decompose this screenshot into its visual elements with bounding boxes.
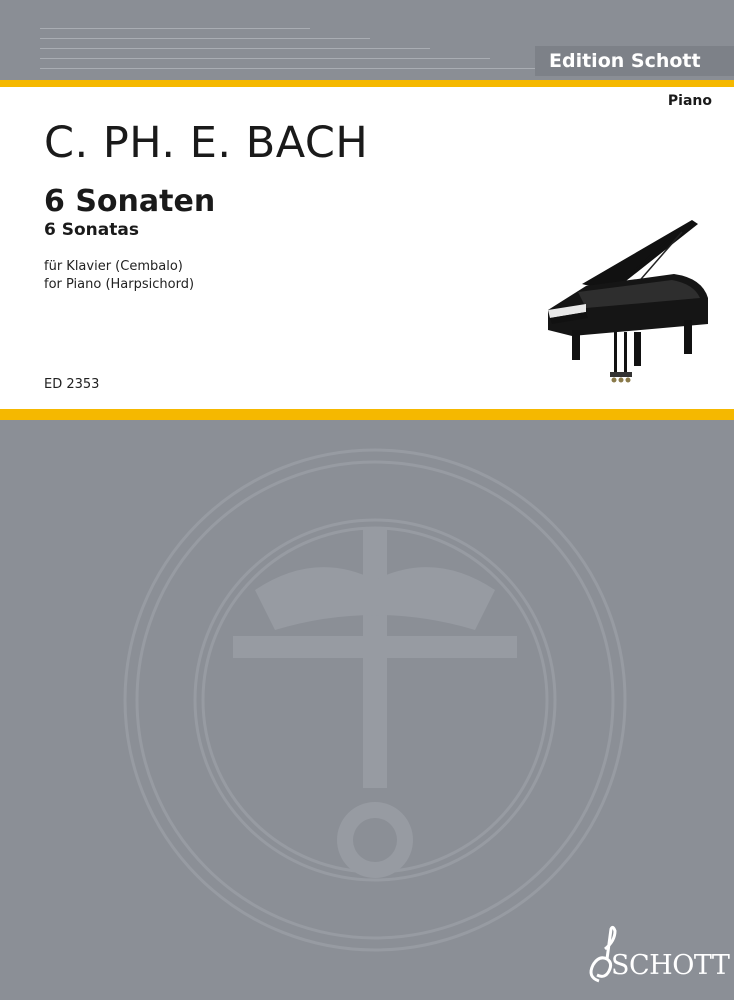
composer-name: C. PH. E. BACH [44,118,369,168]
seal-watermark [115,440,635,960]
instrumentation-german: für Klavier (Cembalo) [44,259,183,274]
title-english: 6 Sonatas [44,220,139,240]
schott-logo-text: SCHOTT [611,950,730,981]
instrumentation-english: for Piano (Harpsichord) [44,277,195,292]
edition-label: Edition Schott [535,46,734,76]
staff-line [40,58,490,59]
category-label: Piano [667,93,712,109]
top-band [0,0,734,80]
staff-line [40,38,370,39]
grand-piano-image [542,212,714,390]
staff-line [40,48,430,49]
gold-rule-bottom [0,409,734,420]
title-german: 6 Sonaten [44,184,216,219]
edition-number: ED 2353 [44,377,100,392]
staff-line [40,28,310,29]
gold-rule-top [0,80,734,87]
staff-line [40,68,535,69]
